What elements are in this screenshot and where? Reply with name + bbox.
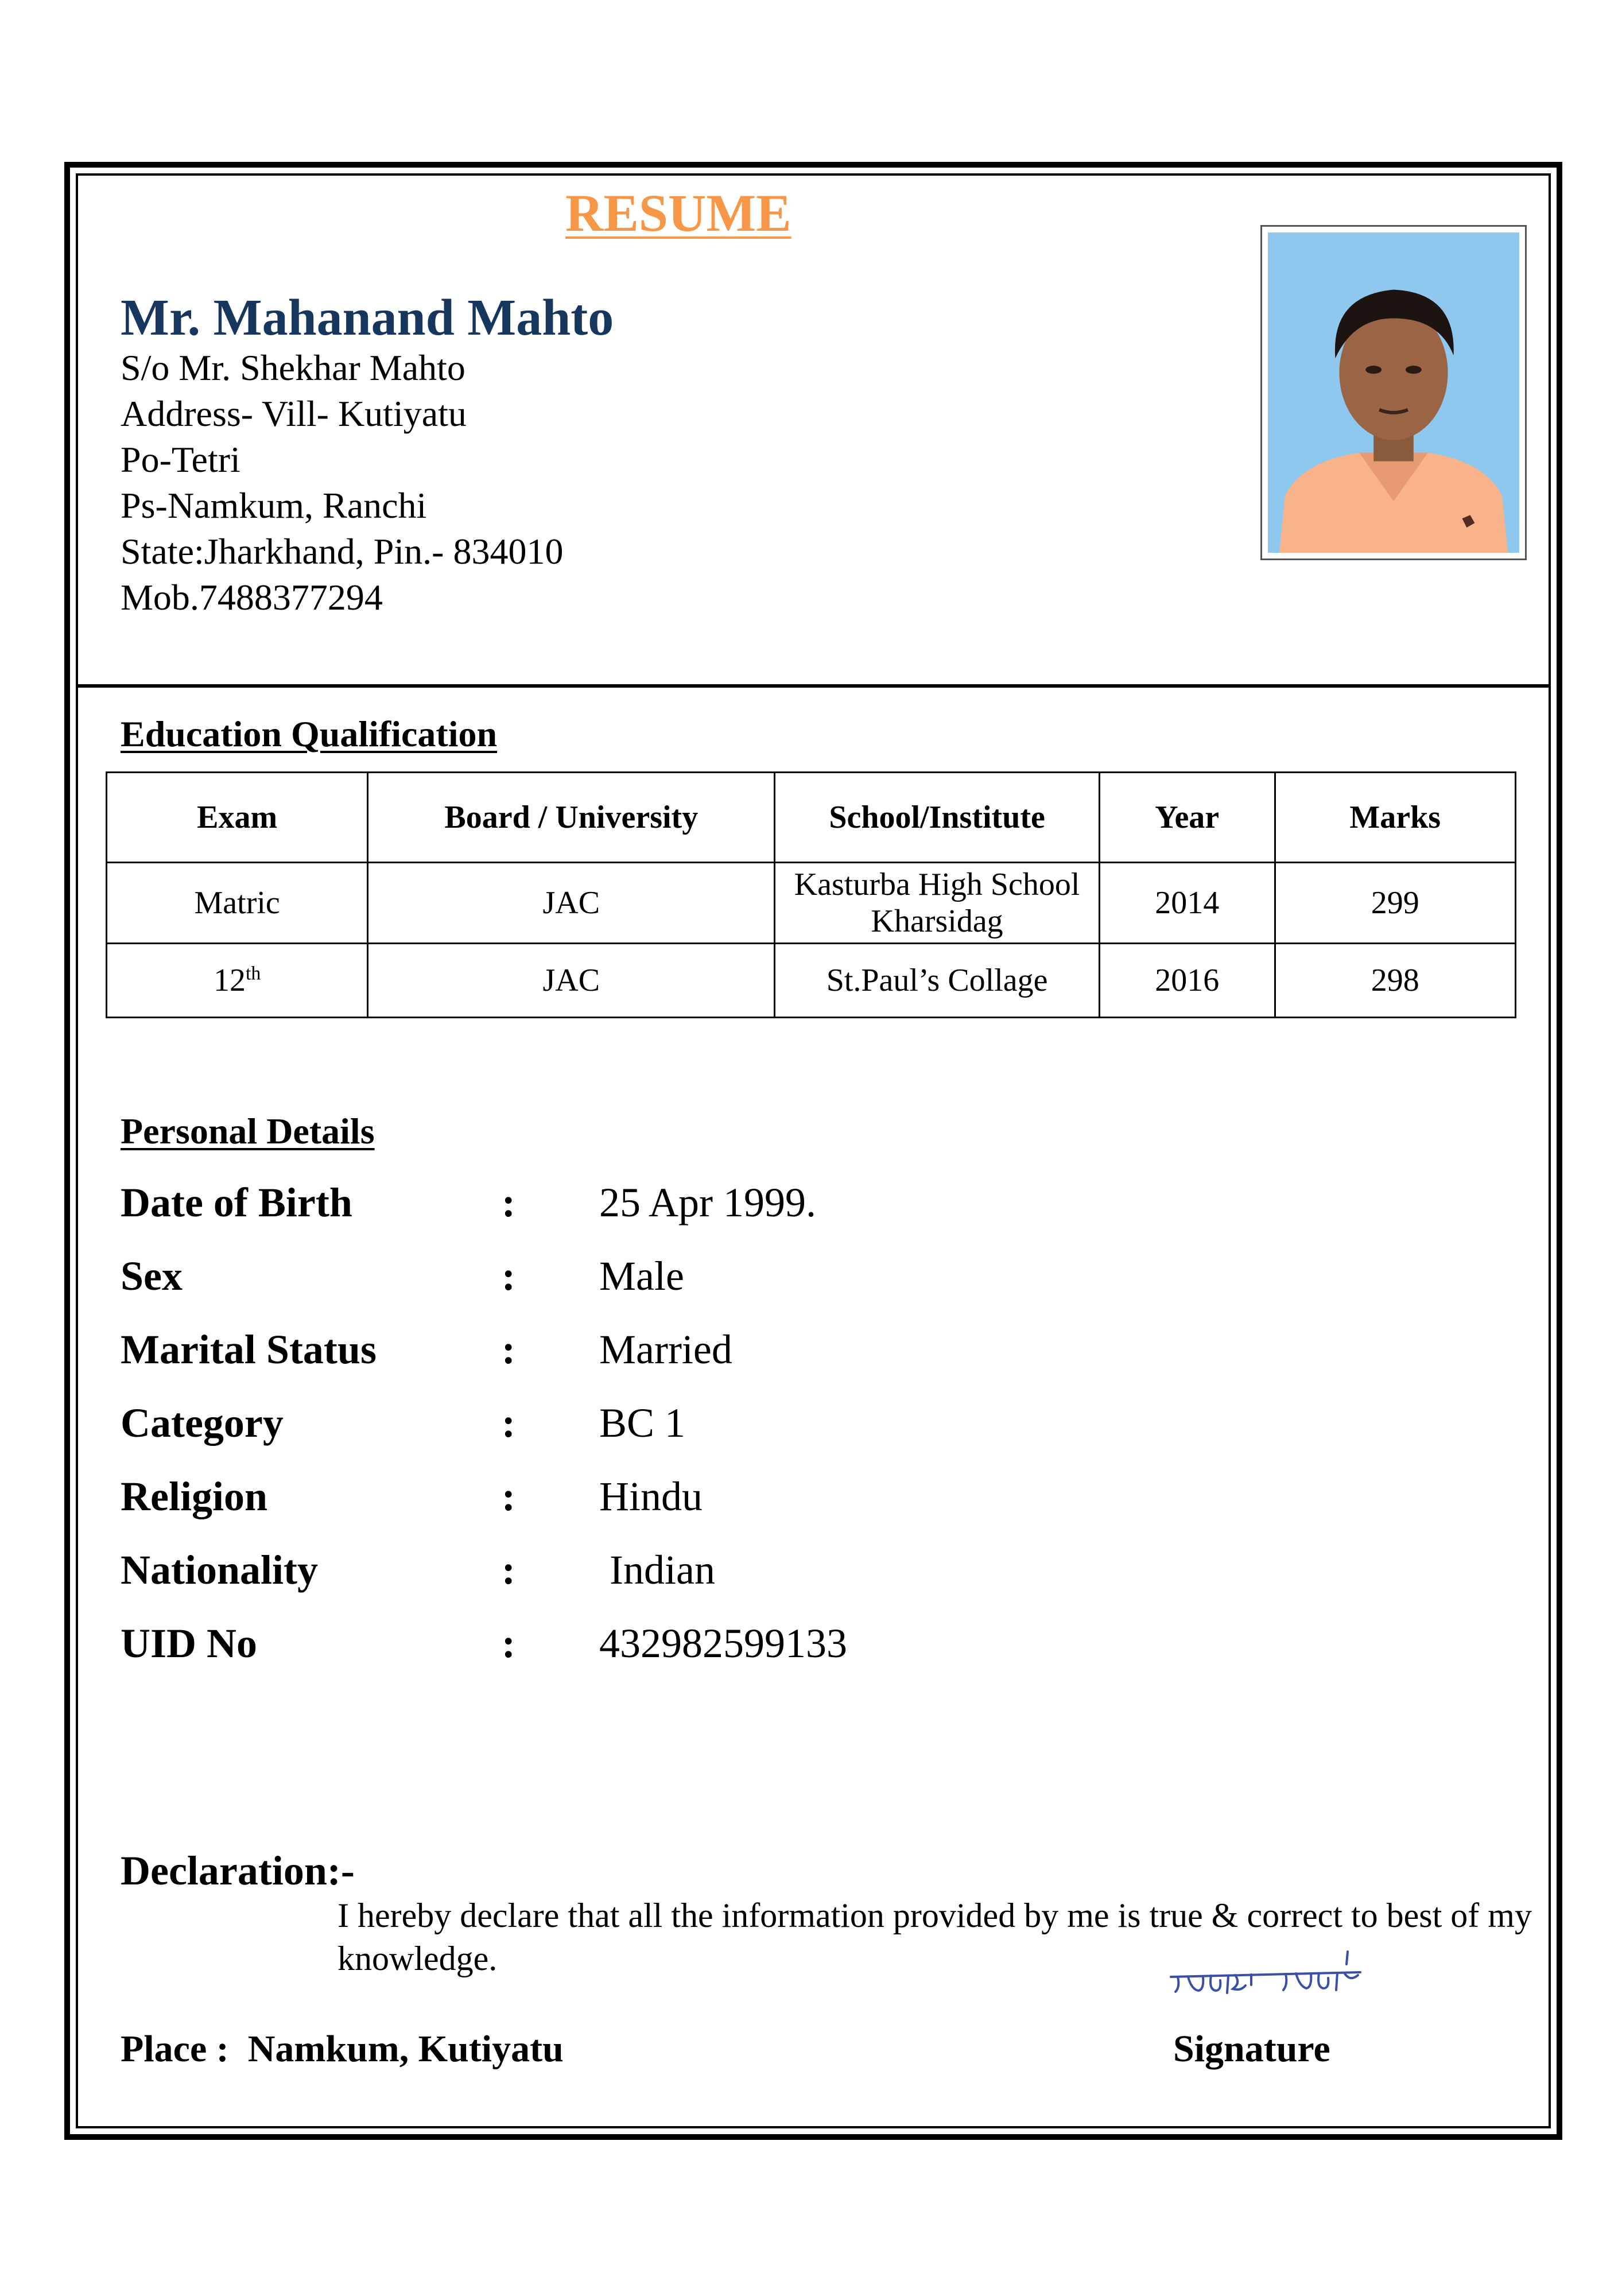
sex-label: Sex [121,1253,183,1299]
resume-title: RESUME [565,184,791,242]
column-header-exam: Exam [107,773,368,863]
signature-label: Signature [1173,2028,1330,2070]
school-cell: Kasturba High School Kharsidag [775,863,1100,944]
exam-cell: Matric [107,863,368,944]
declaration-heading: Declaration:- [121,1848,355,1894]
address-line: Ps-Namkum, Ranchi [121,485,427,526]
column-header-school: School/Institute [775,773,1100,863]
table-row [107,863,1516,944]
school-cell: St.Paul’s Collage [775,944,1100,1018]
marital-status-label: Marital Status [121,1327,377,1372]
table-header-row [107,773,1516,863]
separator: : [502,1620,515,1666]
address-line: Address- Vill- Kutiyatu [121,393,467,434]
board-cell: JAC [368,944,775,1018]
uid-label: UID No [121,1620,258,1666]
marital-status-value: Married [599,1327,732,1372]
candidate-name: Mr. Mahanand Mahto [121,289,614,346]
separator: : [502,1473,515,1519]
exam-superscript: th [245,963,261,984]
declaration-text: I hereby declare that all the information provided by me is true & correct to best of my knowledge. [337,1896,1532,1977]
year-cell: 2014 [1099,863,1275,944]
place-label: Place : Namkum, Kutiyatu [121,2028,564,2070]
education-heading: Education Qualification [121,713,498,754]
address-line: State:Jharkhand, Pin.- 834010 [121,531,564,572]
year-cell: 2016 [1099,944,1275,1018]
profile-photo [1260,225,1527,560]
header-divider [77,684,1550,688]
board-cell: JAC [368,863,775,944]
address-line: S/o Mr. Shekhar Mahto [121,347,465,388]
mobile-number: Mob.7488377294 [121,577,383,618]
sex-value: Male [599,1253,684,1299]
separator: : [502,1180,515,1225]
table-row [107,944,1516,1018]
exam-text: 12 [213,962,246,998]
dob-label: Date of Birth [121,1180,352,1225]
religion-value: Hindu [599,1473,703,1519]
column-header-board: Board / University [368,773,775,863]
category-label: Category [121,1400,284,1446]
marks-cell: 298 [1275,944,1516,1018]
column-header-year: Year [1099,773,1275,863]
marks-cell: 299 [1275,863,1516,944]
category-value: BC 1 [599,1400,686,1446]
dob-value: 25 Apr 1999. [599,1180,816,1225]
uid-value: 432982599133 [599,1620,847,1666]
nationality-label: Nationality [121,1547,319,1593]
education-table [106,771,1516,1018]
separator: : [502,1547,515,1593]
nationality-value: Indian [599,1547,715,1593]
column-header-marks: Marks [1275,773,1516,863]
handwritten-signature [1165,1947,1372,2010]
separator: : [502,1253,515,1299]
personal-details-heading: Personal Details [121,1111,375,1151]
address-line: Po-Tetri [121,439,240,480]
person-portrait-icon [1268,232,1519,553]
separator: : [502,1400,515,1446]
exam-cell [107,944,368,1018]
separator: : [502,1327,515,1372]
religion-label: Religion [121,1473,268,1519]
